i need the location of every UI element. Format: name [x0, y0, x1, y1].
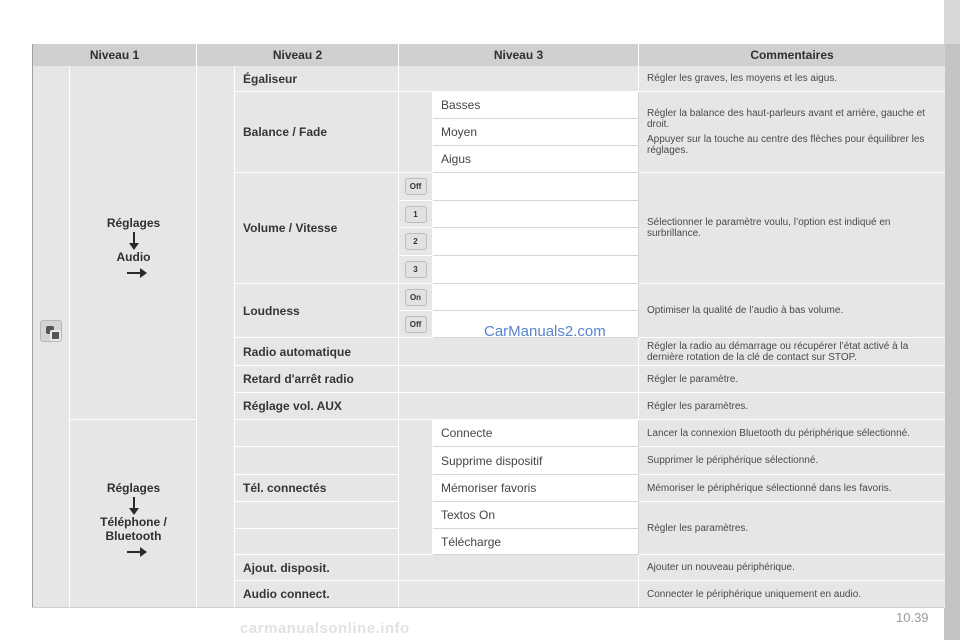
row-retard-l2: Retard d'arrêt radio: [235, 366, 399, 393]
comment-text: Régler la radio au démarrage ou récupérer l’état activé à la dernière rotation de la clé de contact sur STOP.: [647, 340, 909, 363]
comment-text: Régler les graves, les moyens et les aigus.: [647, 73, 838, 84]
row-audio-connect-l3: [399, 581, 639, 608]
row-tel-comment-textos: [639, 502, 945, 555]
level-1-badge-icon: 1: [405, 206, 427, 223]
group-phone-line1: Réglages: [106, 481, 161, 495]
comment-text: Mémoriser le périphérique sélectionné dans les favoris.: [647, 482, 892, 494]
row-tel-l2-blank: [235, 447, 399, 475]
table-bottom-border: [32, 607, 944, 608]
comment-text: Régler les paramètres.: [647, 522, 749, 534]
row-ajout-l2: Ajout. disposit.: [235, 555, 399, 581]
comment-text: Connecter le périphérique uniquement en audio.: [647, 588, 862, 600]
arrow-down-icon: [133, 232, 135, 244]
row-loudness-value: [433, 284, 639, 311]
row-retard-comment: [639, 366, 945, 393]
row-tel-l2-blank: [235, 529, 399, 555]
row-loudness-on-cell: [399, 284, 433, 311]
row-ajout-comment: [639, 555, 945, 581]
row-tel-memoriser: Mémoriser favoris: [433, 475, 639, 502]
row-balance-gutter: [399, 92, 433, 173]
scrollbar[interactable]: [944, 44, 960, 640]
row-loudness-off-cell: [399, 311, 433, 338]
row-radio-auto-l2: Radio automatique: [235, 338, 399, 366]
row-egaliseur-l2: Égaliseur: [235, 66, 399, 92]
off-badge-icon: Off: [405, 178, 427, 195]
group-phone-line2: Téléphone /: [100, 515, 167, 529]
row-tel-supprime: Supprime dispositif: [433, 447, 639, 475]
settings-icon: [40, 320, 62, 342]
comment-text: Lancer la connexion Bluetooth du périphérique sélectionné.: [647, 427, 910, 439]
group-audio-line2: Audio: [116, 250, 151, 264]
row-aux-l3: [399, 393, 639, 420]
comment-text: Régler la balance des haut-parleurs avant et arrière, gauche et droit.: [647, 108, 925, 130]
row-tel-comment-memoriser: [639, 475, 945, 502]
row-tel-gutter: [399, 420, 433, 555]
level-3-badge-icon: 3: [405, 261, 427, 278]
row-volume-comment: [639, 173, 945, 284]
row-volume-value: [433, 173, 639, 201]
site-watermark: carmanualsonline.info: [240, 620, 410, 637]
row-tel-l2-blank: [235, 502, 399, 529]
header-commentaires: Commentaires: [639, 44, 945, 66]
row-volume-2-cell: [399, 228, 433, 256]
off-badge-icon: Off: [405, 316, 427, 333]
group-phone-line3: Bluetooth: [105, 529, 162, 543]
group-audio-line1: Réglages: [106, 216, 161, 230]
row-tel-comment-supprime: [639, 447, 945, 475]
row-volume-l2: Volume / Vitesse: [235, 173, 399, 284]
row-volume-off-cell: [399, 173, 433, 201]
row-tel-telecharge: Télécharge: [433, 529, 639, 555]
row-aux-l2: Réglage vol. AUX: [235, 393, 399, 420]
level-2-badge-icon: 2: [405, 233, 427, 250]
row-radio-auto-l3: [399, 338, 639, 366]
comment-text: Optimiser la qualité de l’audio à bas volume.: [647, 305, 844, 316]
comment-text: Régler les paramètres.: [647, 400, 749, 412]
row-audio-connect-comment: [639, 581, 945, 608]
comment-text: Ajouter un nouveau périphérique.: [647, 562, 795, 573]
row-egaliseur-l3: [399, 66, 639, 92]
row-volume-value: [433, 228, 639, 256]
row-aux-comment: [639, 393, 945, 420]
row-radio-auto-comment: [639, 338, 945, 366]
row-tel-comment-connecte: [639, 420, 945, 447]
on-badge-icon: On: [405, 289, 427, 306]
row-balance-l2: Balance / Fade: [235, 92, 399, 173]
row-retard-l3: [399, 366, 639, 393]
comment-text: Appuyer sur la touche au centre des flèches pour équilibrer les réglages.: [647, 134, 925, 156]
row-volume-value: [433, 256, 639, 284]
comment-text: Régler le paramètre.: [647, 373, 739, 385]
row-loudness-l2: Loudness: [235, 284, 399, 338]
row-volume-1-cell: [399, 201, 433, 228]
row-balance-basses: Basses: [433, 92, 639, 119]
row-audio-connect-l2: Audio connect.: [235, 581, 399, 608]
group-audio-label: [70, 216, 197, 274]
row-tel-textos: Textos On: [433, 502, 639, 529]
row-volume-value: [433, 201, 639, 228]
comment-text: Sélectionner le paramètre voulu, l’option est indiqué en surbrillance.: [647, 217, 891, 239]
arrow-down-icon: [133, 497, 135, 509]
row-tel-connecte: Connecte: [433, 420, 639, 447]
comment-text: Supprimer le périphérique sélectionné.: [647, 455, 819, 466]
row-balance-moyen: Moyen: [433, 119, 639, 146]
row-tel-l2: Tél. connectés: [235, 475, 399, 502]
header-niveau-2: Niveau 2: [197, 44, 399, 66]
row-loudness-comment: [639, 284, 945, 338]
row-egaliseur-comment: [639, 66, 945, 92]
arrow-right-icon: [127, 272, 141, 274]
row-volume-3-cell: [399, 256, 433, 284]
arrow-right-icon: [127, 551, 141, 553]
group-phone-label: [70, 481, 197, 553]
row-balance-comment: [639, 92, 945, 173]
row-tel-l2-blank: [235, 420, 399, 447]
level2-gutter: [197, 66, 235, 608]
header-niveau-1: Niveau 1: [33, 44, 197, 66]
row-ajout-l3: [399, 555, 639, 581]
row-balance-aigus: Aigus: [433, 146, 639, 173]
watermark: CarManuals2.com: [484, 323, 606, 340]
header-niveau-3: Niveau 3: [399, 44, 639, 66]
page-number: 10.39: [896, 610, 929, 625]
